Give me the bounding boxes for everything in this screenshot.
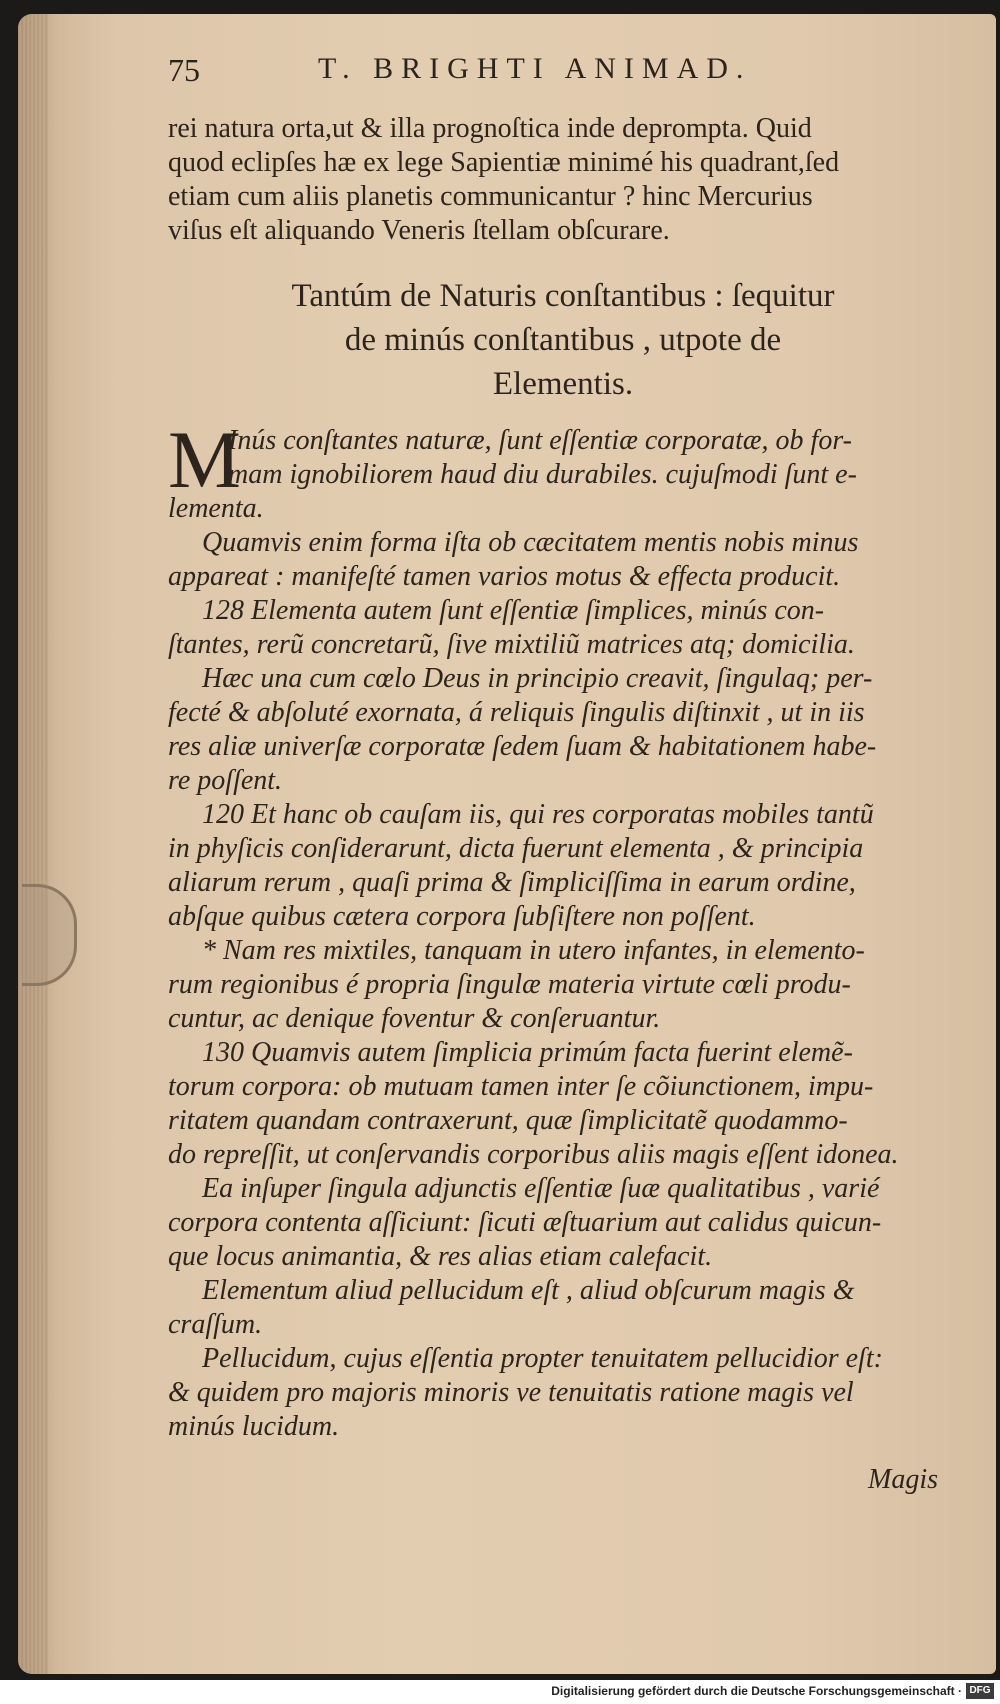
body-line: 120 Et hanc ob cauſam iis, qui res corporatas mobiles tantũ	[202, 799, 874, 830]
body-line: do repreſſit, ut conſervandis corporibus aliis magis eſſent idonea.	[168, 1139, 899, 1170]
page-edges	[18, 14, 48, 1674]
catchword: Magis	[868, 1464, 938, 1495]
page-number: 75	[168, 52, 200, 88]
intro-line: quod eclipſes hæ ex lege Sapientiæ minimé his quadrant,ſed	[168, 147, 840, 178]
body-line: cuntur, ac denique foventur & conſeruantur.	[168, 1003, 661, 1034]
heading-line: Tantúm de Naturis conſtantibus : ſequitur	[291, 278, 835, 314]
body-line: re poſſent.	[168, 765, 283, 796]
body-line: & quidem pro majoris minoris ve tenuitatis ratione magis vel	[168, 1377, 854, 1408]
body-line: rum regionibus é propria ſingulæ materia virtute cœli produ-	[168, 969, 851, 1000]
body-line: * Nam res mixtiles, tanquam in utero infantes, in elemento-	[202, 935, 865, 966]
heading-line: Elementis.	[492, 366, 634, 402]
intro-paragraph	[168, 112, 958, 248]
intro-line: rei natura orta,ut & illa prognoſtica inde deprompta. Quid	[168, 113, 812, 144]
body-line: abſque quibus cætera corpora ſubſiſtere non poſſent.	[168, 901, 756, 932]
running-head: T. BRIGHTI ANIMAD.	[318, 52, 752, 85]
body-line: res aliæ univerſæ corporatæ ſedem ſuam & habitationem habe-	[168, 731, 877, 762]
body-line: fecté & abſoluté exornata, á reliquis ſingulis diſtinxit , ut in iis	[168, 697, 865, 728]
body-line: Hæc una cum cœlo Deus in principio creavit, ſingulaq; per-	[202, 663, 873, 694]
heading-line: de minús conſtantibus , utpote de	[344, 322, 782, 358]
body-line: Quamvis enim forma iſta ob cæcitatem mentis nobis minus	[202, 527, 859, 558]
dropcap-lines	[168, 424, 958, 492]
section-heading	[168, 274, 958, 406]
body-line: minús lucidum.	[168, 1411, 340, 1442]
body-line: Elementum aliud pellucidum eſt , aliud obſcurum magis &	[202, 1275, 855, 1306]
body-line: 128 Elementa autem ſunt eſſentiæ ſimplices, minús con-	[202, 595, 825, 626]
digitization-footer	[0, 1680, 1000, 1704]
body-line: Pellucidum, cujus eſſentia propter tenuitatem pellucidior eſt:	[202, 1343, 883, 1374]
body-line: Ea inſuper ſingula adjunctis eſſentiæ ſuæ qualitatibus , varié	[202, 1173, 880, 1204]
body-line: appareat : manifeſté tamen varios motus & effecta producit.	[168, 561, 841, 592]
body-line: ſtantes, rerũ concretarũ, ſive mixtiliũ matrices atq; domicilia.	[168, 629, 855, 660]
body-line: torum corpora: ob mutuam tamen inter ſe cõiunctionem, impu-	[168, 1071, 874, 1102]
body-line: Inús conſtantes naturæ, ſunt eſſentiæ corporatæ, ob for-	[228, 425, 852, 456]
intro-line: viſus eſt aliquando Veneris ſtellam obſcurare.	[168, 215, 670, 246]
footer-credit: Digitalisierung gefördert durch die Deutsche Forschungsgemeinschaft ·	[551, 1684, 962, 1698]
body-line: in phyſicis conſiderarunt, dicta fuerunt elementa , & principia	[168, 833, 864, 864]
body-line: ritatem quandam contraxerunt, quæ ſimplicitatẽ quodammo-	[168, 1105, 848, 1136]
body-line: que locus animantia, & res alias etiam calefacit.	[168, 1241, 713, 1272]
body-line: aliarum rerum , quaſi prima & ſimpliciſſima in earum ordine,	[168, 867, 856, 898]
body-text	[168, 492, 958, 1444]
dfg-logo: DFG	[966, 1683, 994, 1699]
body-line: lementa.	[168, 493, 264, 524]
page-header	[168, 52, 958, 96]
body-line: craſſum.	[168, 1309, 263, 1340]
body-line: corpora contenta aſſiciunt: ſicuti æſtuarium aut calidus quicun-	[168, 1207, 882, 1238]
drop-capital: M	[168, 414, 241, 505]
book-clasp	[22, 884, 77, 986]
intro-line: etiam cum aliis planetis communicantur ? hinc Mercurius	[168, 181, 813, 212]
body-line: 130 Quamvis autem ſimplicia primúm facta fuerint elemẽ-	[202, 1037, 853, 1068]
body-line: mam ignobiliorem haud diu durabiles. cujuſmodi ſunt e-	[228, 459, 857, 490]
